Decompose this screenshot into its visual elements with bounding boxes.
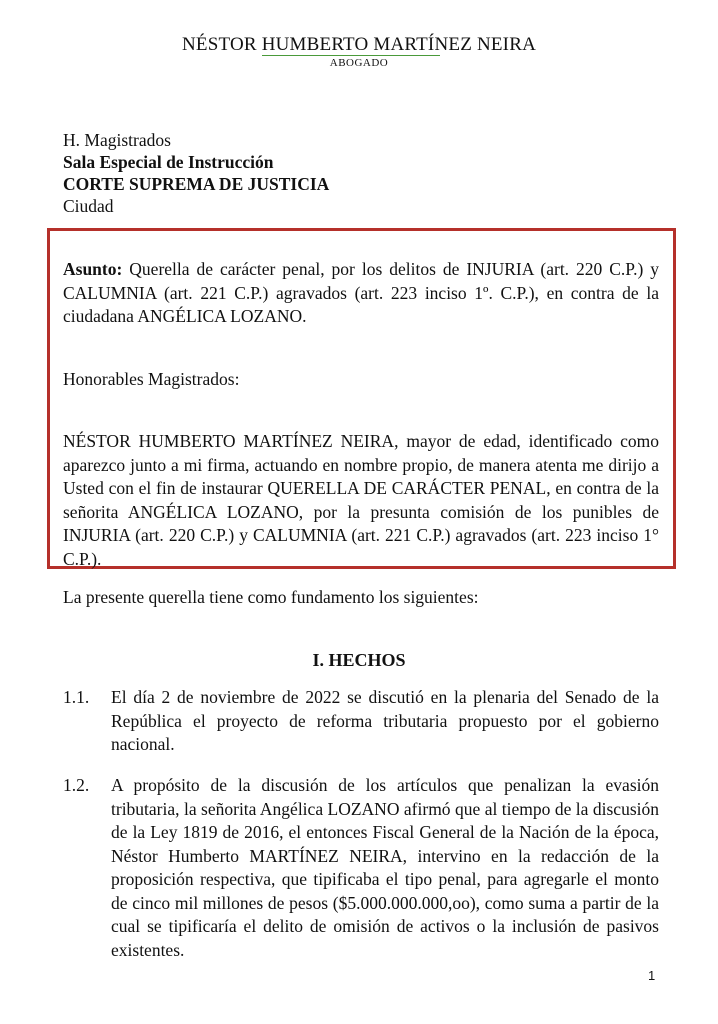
fact-number: 1.1. bbox=[63, 687, 90, 707]
basis-paragraph: La presente querella tiene como fundamento los siguientes: bbox=[63, 587, 479, 607]
fact-text: El día 2 de noviembre de 2022 se discutió en la plenaria del Senado de la República el proyecto de reforma tributaria propuesto por el gobierno nacional. bbox=[111, 687, 659, 754]
intro-paragraph: NÉSTOR HUMBERTO MARTÍNEZ NEIRA, mayor de edad, identificado como aparezco junto a mi firma, actuando en nombre propio, de manera atenta me dirijo a Usted con el fin de instaurar QUERELLA DE CARÁCTER PENAL, en contra de la señorita ANGÉLICA LOZANO, por la presunta comisión de los punibles de INJURIA (art. 220 C.P.) y CALUMNIA (art. 221 C.P.) agravados (art. 223 inciso 1° C.P.). bbox=[63, 431, 659, 569]
fact-text: A propósito de la discusión de los artículos que penalizan la evasión tributaria, la señorita Angélica LOZANO afirmó que al tiempo de la discusión de la Ley 1819 de 2016, el entonces Fiscal General de la Nación de la época, Néstor Humberto MARTÍNEZ NEIRA, intervino en la redacción de la proposición respectiva, que tipificaba el tipo penal, para agregarle el monto de cinco mil millones de pesos ($5.000.000.000,oo), como suma a partir de la cual se tipificaría el delito de omisión de activos o la inclusión de pasivos existentes. bbox=[111, 775, 659, 960]
subject-paragraph bbox=[63, 258, 659, 329]
subject-text: Querella de carácter penal, por los delitos de INJURIA (art. 220 C.P.) y CALUMNIA (art. 221 C.P.) agravados (art. 223 inciso 1º. C.P.), en contra de la ciudadana ANGÉLICA LOZANO. bbox=[63, 259, 659, 326]
addressee-line-4: Ciudad bbox=[63, 196, 114, 216]
salutation: Honorables Magistrados: bbox=[63, 369, 240, 389]
section-heading: I. HECHOS bbox=[312, 650, 406, 670]
letterhead-underline bbox=[262, 55, 440, 56]
page-number: 1 bbox=[648, 968, 656, 983]
addressee-line-2: Sala Especial de Instrucción bbox=[63, 152, 274, 172]
fact-number: 1.2. bbox=[63, 775, 90, 795]
addressee-line-3: CORTE SUPREMA DE JUSTICIA bbox=[63, 174, 330, 194]
subject-label: Asunto: bbox=[63, 259, 123, 279]
letterhead-name: NÉSTOR HUMBERTO MARTÍNEZ NEIRA bbox=[182, 34, 536, 55]
letterhead-title: ABOGADO bbox=[329, 57, 389, 69]
addressee-line-1: H. Magistrados bbox=[63, 130, 171, 150]
